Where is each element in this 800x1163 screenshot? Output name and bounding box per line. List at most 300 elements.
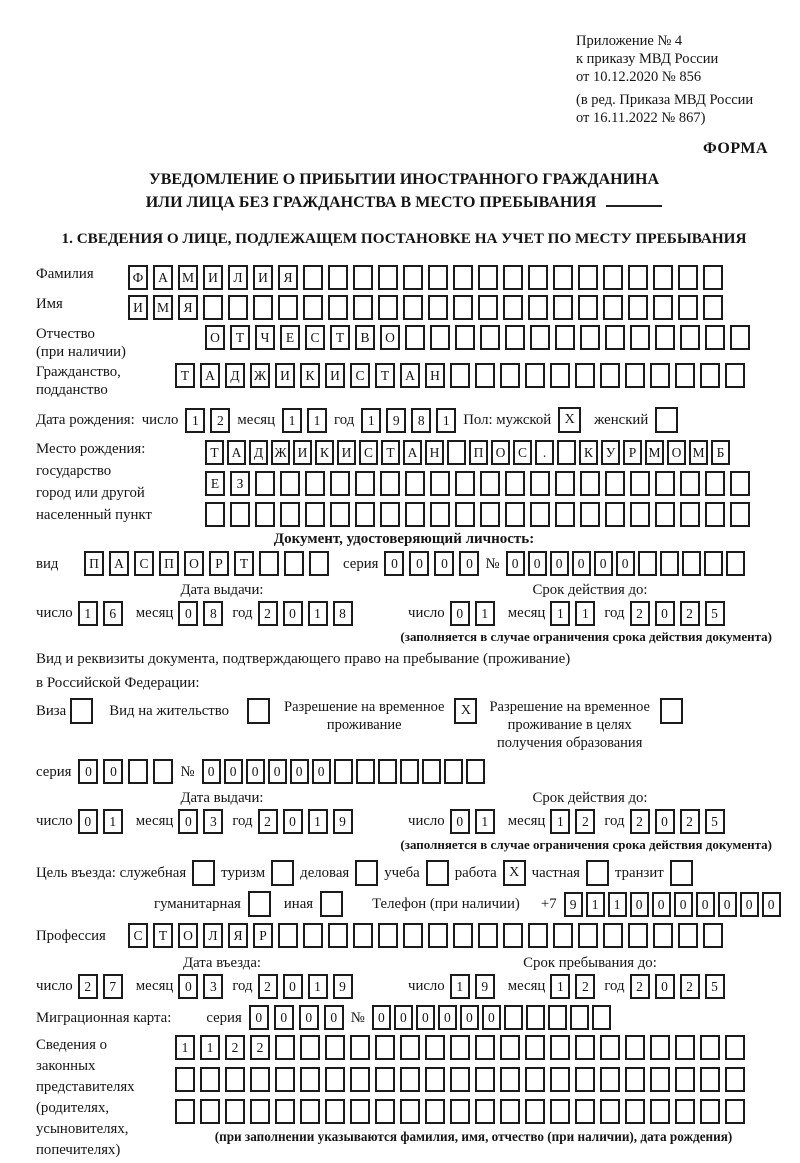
char-cell[interactable] [655, 471, 675, 496]
char-cell[interactable]: 0 [434, 551, 454, 576]
char-cell[interactable] [400, 1099, 420, 1124]
char-cell[interactable]: 1 [78, 601, 98, 626]
char-cell[interactable] [480, 502, 500, 527]
char-cell[interactable] [450, 1099, 470, 1124]
char-cell[interactable]: 0 [312, 759, 331, 784]
purpose-official-checkbox[interactable] [192, 860, 215, 886]
char-cell[interactable] [600, 363, 620, 388]
entry-year-cells[interactable] [258, 974, 353, 999]
char-cell[interactable]: 1 [308, 601, 328, 626]
char-cell[interactable] [444, 759, 463, 784]
char-cell[interactable] [553, 265, 573, 290]
char-cell[interactable] [675, 363, 695, 388]
patronymic-cells[interactable] [205, 325, 750, 350]
char-cell[interactable]: 0 [268, 759, 287, 784]
char-cell[interactable] [303, 923, 323, 948]
char-cell[interactable] [580, 325, 600, 350]
char-cell[interactable]: 7 [103, 974, 123, 999]
char-cell[interactable] [500, 1067, 520, 1092]
char-cell[interactable] [603, 265, 623, 290]
char-cell[interactable]: 0 [283, 974, 303, 999]
char-cell[interactable]: К [579, 440, 598, 465]
char-cell[interactable] [528, 295, 548, 320]
representatives-cells-row1[interactable] [175, 1035, 772, 1060]
char-cell[interactable]: К [315, 440, 334, 465]
char-cell[interactable]: 0 [572, 551, 591, 576]
purpose-other-checkbox[interactable] [320, 891, 343, 917]
char-cell[interactable]: 1 [475, 809, 495, 834]
char-cell[interactable]: З [230, 471, 250, 496]
permit-issue-month-cells[interactable] [178, 809, 223, 834]
char-cell[interactable] [250, 1099, 270, 1124]
char-cell[interactable]: 0 [409, 551, 429, 576]
char-cell[interactable]: П [469, 440, 488, 465]
char-cell[interactable]: 0 [324, 1005, 344, 1030]
char-cell[interactable] [550, 1067, 570, 1092]
char-cell[interactable] [400, 1035, 420, 1060]
char-cell[interactable] [503, 923, 523, 948]
char-cell[interactable]: 2 [680, 809, 700, 834]
stay-day-cells[interactable] [450, 974, 495, 999]
char-cell[interactable]: Т [375, 363, 395, 388]
char-cell[interactable]: 2 [258, 809, 278, 834]
char-cell[interactable]: 0 [416, 1005, 435, 1030]
char-cell[interactable] [575, 1035, 595, 1060]
char-cell[interactable] [628, 923, 648, 948]
birth-place-cells-row1[interactable] [205, 440, 750, 465]
char-cell[interactable] [703, 295, 723, 320]
char-cell[interactable]: 1 [550, 601, 570, 626]
char-cell[interactable]: Д [225, 363, 245, 388]
char-cell[interactable]: 5 [705, 601, 725, 626]
char-cell[interactable]: П [84, 551, 104, 576]
char-cell[interactable]: 2 [575, 974, 595, 999]
char-cell[interactable] [455, 325, 475, 350]
char-cell[interactable]: А [200, 363, 220, 388]
char-cell[interactable]: М [645, 440, 664, 465]
char-cell[interactable] [725, 363, 745, 388]
char-cell[interactable]: О [491, 440, 510, 465]
char-cell[interactable]: Е [280, 325, 300, 350]
char-cell[interactable] [153, 759, 173, 784]
char-cell[interactable] [603, 295, 623, 320]
char-cell[interactable]: 0 [528, 551, 547, 576]
char-cell[interactable] [378, 759, 397, 784]
char-cell[interactable] [570, 1005, 589, 1030]
birth-month-cells[interactable] [282, 408, 327, 433]
char-cell[interactable] [305, 502, 325, 527]
char-cell[interactable] [466, 759, 485, 784]
char-cell[interactable]: 0 [594, 551, 613, 576]
char-cell[interactable]: И [128, 295, 148, 320]
char-cell[interactable] [555, 325, 575, 350]
char-cell[interactable]: Т [153, 923, 173, 948]
doc-expiry-year-cells[interactable] [630, 601, 725, 626]
birth-year-cells[interactable] [361, 408, 456, 433]
char-cell[interactable] [625, 1035, 645, 1060]
char-cell[interactable] [455, 471, 475, 496]
char-cell[interactable] [660, 551, 679, 576]
char-cell[interactable]: 3 [203, 809, 223, 834]
char-cell[interactable] [255, 502, 275, 527]
permit-expiry-day-cells[interactable] [450, 809, 495, 834]
char-cell[interactable]: 0 [372, 1005, 391, 1030]
stay-year-cells[interactable] [630, 974, 725, 999]
permit-expiry-year-cells[interactable] [630, 809, 725, 834]
char-cell[interactable] [425, 1035, 445, 1060]
char-cell[interactable]: О [667, 440, 686, 465]
char-cell[interactable] [325, 1099, 345, 1124]
char-cell[interactable] [680, 502, 700, 527]
char-cell[interactable] [250, 1067, 270, 1092]
char-cell[interactable] [280, 471, 300, 496]
char-cell[interactable] [355, 502, 375, 527]
char-cell[interactable]: 2 [680, 601, 700, 626]
char-cell[interactable]: Л [203, 923, 223, 948]
char-cell[interactable] [405, 502, 425, 527]
char-cell[interactable] [453, 265, 473, 290]
char-cell[interactable]: 0 [718, 892, 737, 917]
char-cell[interactable] [730, 471, 750, 496]
char-cell[interactable]: С [350, 363, 370, 388]
char-cell[interactable] [128, 759, 148, 784]
char-cell[interactable] [253, 295, 273, 320]
char-cell[interactable] [526, 1005, 545, 1030]
char-cell[interactable]: М [178, 265, 198, 290]
char-cell[interactable] [375, 1035, 395, 1060]
char-cell[interactable]: Л [228, 265, 248, 290]
char-cell[interactable]: 2 [630, 601, 650, 626]
purpose-study-checkbox[interactable] [426, 860, 449, 886]
char-cell[interactable]: 0 [506, 551, 525, 576]
char-cell[interactable] [330, 471, 350, 496]
entry-month-cells[interactable] [178, 974, 223, 999]
char-cell[interactable]: 0 [655, 809, 675, 834]
char-cell[interactable] [705, 325, 725, 350]
char-cell[interactable] [630, 325, 650, 350]
char-cell[interactable] [725, 1035, 745, 1060]
char-cell[interactable] [725, 1099, 745, 1124]
char-cell[interactable] [578, 295, 598, 320]
char-cell[interactable] [600, 1099, 620, 1124]
char-cell[interactable]: 0 [482, 1005, 501, 1030]
doc-issue-day-cells[interactable] [78, 601, 123, 626]
char-cell[interactable]: 1 [450, 974, 470, 999]
char-cell[interactable] [700, 1035, 720, 1060]
char-cell[interactable]: 9 [564, 892, 583, 917]
char-cell[interactable] [680, 325, 700, 350]
char-cell[interactable] [625, 1067, 645, 1092]
stay-month-cells[interactable] [550, 974, 595, 999]
char-cell[interactable]: 2 [258, 601, 278, 626]
char-cell[interactable] [278, 295, 298, 320]
char-cell[interactable] [630, 471, 650, 496]
profession-cells[interactable] [128, 923, 723, 948]
char-cell[interactable] [430, 502, 450, 527]
char-cell[interactable] [550, 363, 570, 388]
char-cell[interactable]: 0 [283, 809, 303, 834]
char-cell[interactable] [300, 1067, 320, 1092]
char-cell[interactable] [678, 265, 698, 290]
char-cell[interactable]: Ж [250, 363, 270, 388]
purpose-business-checkbox[interactable] [355, 860, 378, 886]
char-cell[interactable] [678, 295, 698, 320]
char-cell[interactable] [628, 295, 648, 320]
char-cell[interactable] [675, 1067, 695, 1092]
char-cell[interactable] [603, 923, 623, 948]
char-cell[interactable] [478, 265, 498, 290]
char-cell[interactable]: 3 [203, 974, 223, 999]
char-cell[interactable] [325, 1035, 345, 1060]
char-cell[interactable] [259, 551, 279, 576]
char-cell[interactable] [284, 551, 304, 576]
char-cell[interactable]: Б [711, 440, 730, 465]
char-cell[interactable] [278, 923, 298, 948]
char-cell[interactable]: 0 [283, 601, 303, 626]
visa-checkbox[interactable] [70, 698, 93, 724]
doc-expiry-day-cells[interactable] [450, 601, 495, 626]
char-cell[interactable]: 1 [308, 809, 328, 834]
char-cell[interactable] [578, 923, 598, 948]
char-cell[interactable]: 0 [630, 892, 649, 917]
char-cell[interactable] [525, 363, 545, 388]
char-cell[interactable] [625, 363, 645, 388]
char-cell[interactable] [480, 325, 500, 350]
char-cell[interactable]: А [227, 440, 246, 465]
doc-issue-month-cells[interactable] [178, 601, 223, 626]
char-cell[interactable]: 1 [586, 892, 605, 917]
char-cell[interactable] [525, 1067, 545, 1092]
char-cell[interactable] [575, 1099, 595, 1124]
char-cell[interactable]: М [689, 440, 708, 465]
permit-expiry-month-cells[interactable] [550, 809, 595, 834]
char-cell[interactable] [205, 502, 225, 527]
char-cell[interactable] [475, 1067, 495, 1092]
char-cell[interactable] [500, 1035, 520, 1060]
char-cell[interactable] [380, 471, 400, 496]
char-cell[interactable] [555, 502, 575, 527]
char-cell[interactable]: 1 [361, 408, 381, 433]
char-cell[interactable] [503, 265, 523, 290]
representatives-cells-row3[interactable] [175, 1099, 772, 1124]
char-cell[interactable]: А [400, 363, 420, 388]
char-cell[interactable]: Р [253, 923, 273, 948]
char-cell[interactable]: 0 [178, 974, 198, 999]
char-cell[interactable] [680, 471, 700, 496]
char-cell[interactable]: Т [205, 440, 224, 465]
char-cell[interactable] [605, 325, 625, 350]
char-cell[interactable] [605, 471, 625, 496]
permit-issue-year-cells[interactable] [258, 809, 353, 834]
char-cell[interactable] [400, 759, 419, 784]
char-cell[interactable] [726, 551, 745, 576]
char-cell[interactable] [505, 325, 525, 350]
char-cell[interactable] [400, 1067, 420, 1092]
char-cell[interactable]: 0 [394, 1005, 413, 1030]
char-cell[interactable]: Т [230, 325, 250, 350]
char-cell[interactable]: М [153, 295, 173, 320]
char-cell[interactable] [275, 1099, 295, 1124]
char-cell[interactable]: Я [178, 295, 198, 320]
char-cell[interactable] [328, 265, 348, 290]
char-cell[interactable] [430, 325, 450, 350]
char-cell[interactable] [405, 471, 425, 496]
char-cell[interactable] [650, 363, 670, 388]
char-cell[interactable] [350, 1067, 370, 1092]
char-cell[interactable]: 0 [78, 809, 98, 834]
char-cell[interactable] [378, 923, 398, 948]
char-cell[interactable] [200, 1067, 220, 1092]
char-cell[interactable]: Т [234, 551, 254, 576]
char-cell[interactable] [704, 551, 723, 576]
char-cell[interactable] [355, 471, 375, 496]
char-cell[interactable] [450, 1067, 470, 1092]
char-cell[interactable]: 1 [550, 974, 570, 999]
char-cell[interactable]: С [513, 440, 532, 465]
char-cell[interactable]: С [359, 440, 378, 465]
char-cell[interactable]: И [275, 363, 295, 388]
char-cell[interactable]: 9 [333, 974, 353, 999]
char-cell[interactable]: 2 [630, 974, 650, 999]
char-cell[interactable]: 0 [246, 759, 265, 784]
char-cell[interactable]: 1 [475, 601, 495, 626]
char-cell[interactable]: 1 [575, 601, 595, 626]
char-cell[interactable] [500, 1099, 520, 1124]
doc-kind-cells[interactable] [84, 551, 329, 576]
doc-expiry-month-cells[interactable] [550, 601, 595, 626]
char-cell[interactable] [300, 1099, 320, 1124]
char-cell[interactable] [630, 502, 650, 527]
char-cell[interactable] [353, 295, 373, 320]
char-cell[interactable]: А [403, 440, 422, 465]
char-cell[interactable] [350, 1035, 370, 1060]
char-cell[interactable] [225, 1099, 245, 1124]
char-cell[interactable] [580, 502, 600, 527]
char-cell[interactable] [650, 1067, 670, 1092]
char-cell[interactable] [450, 363, 470, 388]
char-cell[interactable]: Я [228, 923, 248, 948]
char-cell[interactable] [503, 295, 523, 320]
char-cell[interactable] [455, 502, 475, 527]
char-cell[interactable]: 0 [103, 759, 123, 784]
char-cell[interactable]: 8 [411, 408, 431, 433]
female-checkbox[interactable] [655, 407, 678, 433]
purpose-humanitarian-checkbox[interactable] [248, 891, 271, 917]
char-cell[interactable] [682, 551, 701, 576]
char-cell[interactable] [675, 1035, 695, 1060]
char-cell[interactable]: 1 [307, 408, 327, 433]
char-cell[interactable] [530, 471, 550, 496]
char-cell[interactable] [600, 1067, 620, 1092]
char-cell[interactable] [275, 1067, 295, 1092]
char-cell[interactable] [175, 1067, 195, 1092]
char-cell[interactable] [403, 265, 423, 290]
char-cell[interactable] [700, 363, 720, 388]
char-cell[interactable] [447, 440, 466, 465]
char-cell[interactable]: 0 [460, 1005, 479, 1030]
char-cell[interactable] [425, 1099, 445, 1124]
char-cell[interactable] [725, 1067, 745, 1092]
char-cell[interactable] [578, 265, 598, 290]
char-cell[interactable]: Я [278, 265, 298, 290]
purpose-work-checkbox[interactable]: X [503, 860, 526, 886]
char-cell[interactable] [403, 295, 423, 320]
char-cell[interactable] [550, 1099, 570, 1124]
char-cell[interactable]: 0 [674, 892, 693, 917]
purpose-tourism-checkbox[interactable] [271, 860, 294, 886]
char-cell[interactable]: 5 [705, 974, 725, 999]
char-cell[interactable]: 0 [202, 759, 221, 784]
char-cell[interactable]: 0 [384, 551, 404, 576]
char-cell[interactable]: П [159, 551, 179, 576]
char-cell[interactable]: 2 [210, 408, 230, 433]
char-cell[interactable]: 1 [200, 1035, 220, 1060]
char-cell[interactable]: 0 [652, 892, 671, 917]
surname-cells[interactable] [128, 265, 723, 290]
char-cell[interactable]: 2 [258, 974, 278, 999]
char-cell[interactable] [428, 923, 448, 948]
entry-day-cells[interactable] [78, 974, 123, 999]
char-cell[interactable]: 1 [175, 1035, 195, 1060]
char-cell[interactable] [653, 295, 673, 320]
char-cell[interactable]: 1 [608, 892, 627, 917]
char-cell[interactable]: Ч [255, 325, 275, 350]
char-cell[interactable]: 0 [450, 601, 470, 626]
doc-series-cells[interactable] [384, 551, 479, 576]
char-cell[interactable] [592, 1005, 611, 1030]
char-cell[interactable] [650, 1099, 670, 1124]
char-cell[interactable] [300, 1035, 320, 1060]
char-cell[interactable]: 0 [450, 809, 470, 834]
char-cell[interactable]: О [178, 923, 198, 948]
char-cell[interactable]: Н [425, 440, 444, 465]
char-cell[interactable] [705, 471, 725, 496]
char-cell[interactable] [450, 1035, 470, 1060]
char-cell[interactable] [255, 471, 275, 496]
char-cell[interactable] [330, 502, 350, 527]
char-cell[interactable] [675, 1099, 695, 1124]
char-cell[interactable] [703, 923, 723, 948]
char-cell[interactable]: С [134, 551, 154, 576]
char-cell[interactable] [580, 471, 600, 496]
char-cell[interactable]: Е [205, 471, 225, 496]
char-cell[interactable]: 1 [550, 809, 570, 834]
char-cell[interactable]: И [325, 363, 345, 388]
male-checkbox[interactable]: X [558, 407, 581, 433]
char-cell[interactable]: Ф [128, 265, 148, 290]
char-cell[interactable] [378, 295, 398, 320]
permit-issue-day-cells[interactable] [78, 809, 123, 834]
char-cell[interactable] [428, 265, 448, 290]
char-cell[interactable]: 0 [550, 551, 569, 576]
char-cell[interactable]: 2 [250, 1035, 270, 1060]
char-cell[interactable] [480, 471, 500, 496]
permit-number-cells[interactable] [202, 759, 485, 784]
char-cell[interactable] [303, 295, 323, 320]
char-cell[interactable] [505, 502, 525, 527]
char-cell[interactable]: 0 [224, 759, 243, 784]
char-cell[interactable] [405, 325, 425, 350]
char-cell[interactable] [475, 1035, 495, 1060]
char-cell[interactable]: И [253, 265, 273, 290]
char-cell[interactable]: 0 [459, 551, 479, 576]
char-cell[interactable]: 9 [475, 974, 495, 999]
char-cell[interactable] [303, 265, 323, 290]
char-cell[interactable] [422, 759, 441, 784]
citizenship-cells[interactable] [175, 363, 745, 388]
char-cell[interactable] [550, 1035, 570, 1060]
char-cell[interactable] [653, 265, 673, 290]
